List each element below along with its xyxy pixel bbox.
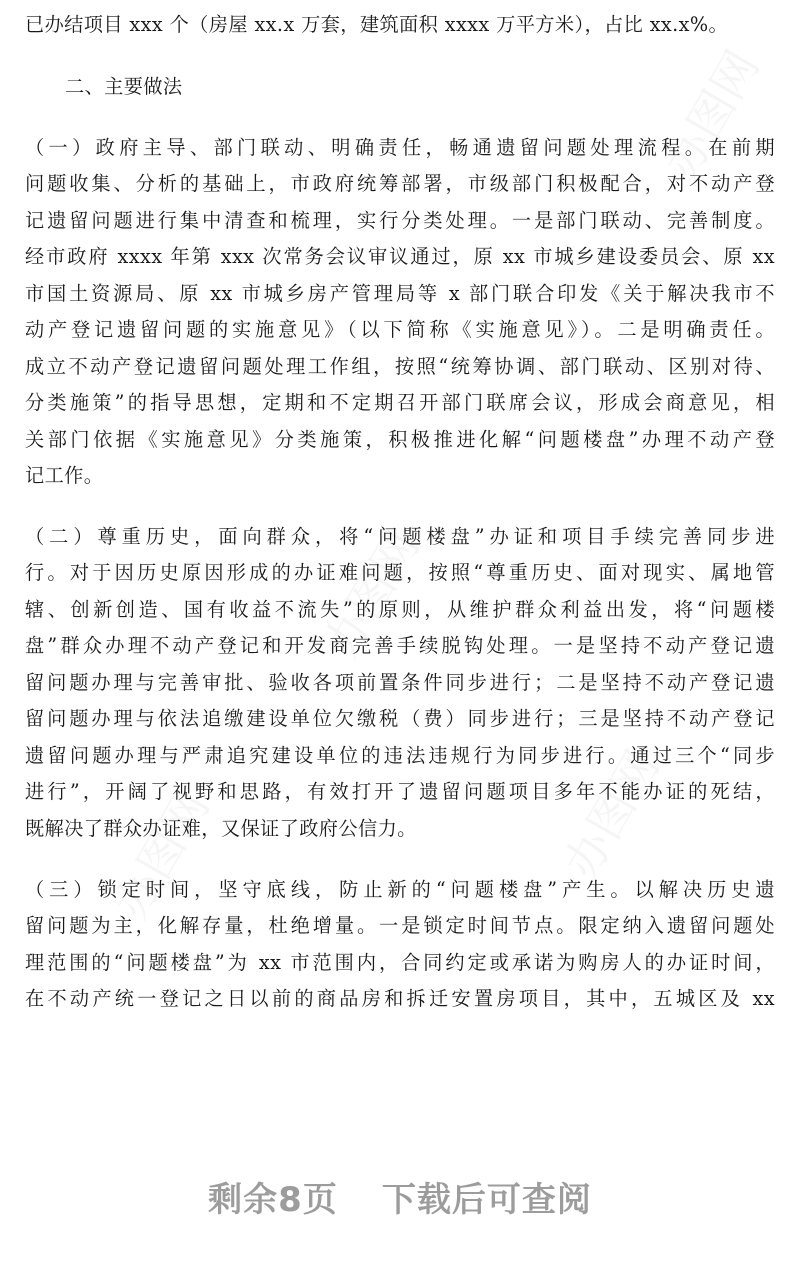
- paragraph-line: 市国土资源局、原 xx 市城乡房产管理局等 x 部门联合印发《关于解决我市不: [25, 282, 775, 305]
- paragraph-line: 遗留问题办理与严肃追究建设单位的违法违规行为同步进行。通过三个“同步: [25, 744, 775, 767]
- paragraph-line: 留问题办理与依法追缴建设单位欠缴税（费）同步进行；三是坚持不动产登记: [25, 707, 775, 730]
- paragraph-line: 关部门依据《实施意见》分类施策，积极推进化解“问题楼盘”办理不动产登: [25, 428, 775, 451]
- paragraph-line: （三）锁定时间，坚守底线，防止新的“问题楼盘”产生。以解决历史遗: [25, 878, 775, 901]
- paragraph-line: 问题收集、分析的基础上，市政府统筹部署，市级部门积极配合，对不动产登: [25, 172, 775, 195]
- paragraph-line: 进行”，开阔了视野和思路，有效打开了遗留问题项目多年不能办证的死结，: [25, 780, 775, 803]
- paragraph-line: （二）尊重历史，面向群众，将“问题楼盘”办证和项目手续完善同步进: [25, 525, 775, 548]
- section-heading: 二、主要做法: [65, 75, 183, 98]
- paragraph-line: 盘”群众办理不动产登记和开发商完善手续脱钩处理。一是坚持不动产登记遗: [25, 634, 775, 657]
- paragraph-line: 辖、创新创造、国有收益不流失”的原则，从维护群众利益出发，将“问题楼: [25, 598, 775, 621]
- summary-line: 已办结项目 xxx 个（房屋 xx.x 万套，建筑面积 xxxx 万平方米），占比 xx.x%。: [25, 13, 729, 36]
- watermark: 办图网: [653, 41, 770, 188]
- download-hint-text: 下载后可查阅: [381, 1180, 592, 1220]
- paragraph-line: （一）政府主导、部门联动、明确责任，畅通遗留问题处理流程。在前期: [25, 136, 775, 159]
- paragraph-line: 行。对于因历史原因形成的办证难问题，按照“尊重历史、面对现实、属地管: [25, 561, 775, 584]
- paragraph-line: 留问题为主，化解存量，杜绝增量。一是锁定时间节点。限定纳入遗留问题处: [25, 914, 775, 937]
- watermark: 办图网: [553, 741, 670, 888]
- watermark: 办图网: [313, 521, 430, 668]
- download-banner[interactable]: [0, 1178, 800, 1222]
- paragraph-line: 记工作。: [25, 464, 104, 487]
- watermark: 办图网: [103, 781, 220, 928]
- paragraph-line: 在不动产统一登记之日以前的商品房和拆迁安置房项目，其中，五城区及 xx: [25, 987, 775, 1010]
- remaining-pages-text: 剩余8页: [208, 1180, 338, 1220]
- paragraph-line: 留问题办理与完善审批、验收各项前置条件同步进行；二是坚持不动产登记遗: [25, 671, 775, 694]
- paragraph-line: 记遗留问题进行集中清查和梳理，实行分类处理。一是部门联动、完善制度。: [25, 209, 775, 232]
- paragraph-line: 动产登记遗留问题的实施意见》（以下简称《实施意见》）。二是明确责任。: [25, 318, 775, 341]
- paragraph-line: 分类施策”的指导思想，定期和不定期召开部门联席会议，形成会商意见，相: [25, 391, 775, 414]
- paragraph-line: 理范围的“问题楼盘”为 xx 市范围内，合同约定或承诺为购房人的办证时间，: [25, 951, 775, 974]
- paragraph-line: 经市政府 xxxx 年第 xxx 次常务会议审议通过，原 xx 市城乡建设委员会、原 xx: [25, 245, 775, 268]
- paragraph-line: 既解决了群众办证难，又保证了政府公信力。: [25, 817, 417, 840]
- paragraph-line: 成立不动产登记遗留问题处理工作组，按照“统筹协调、部门联动、区别对待、: [25, 355, 775, 378]
